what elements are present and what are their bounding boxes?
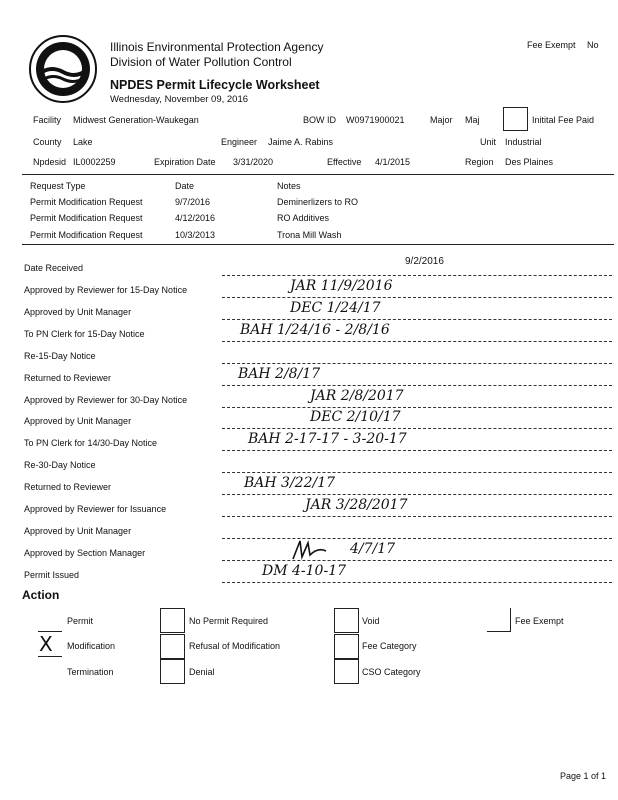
npdesid-label: Npdesid [33, 157, 67, 167]
expiration-value: 3/31/2020 [233, 157, 274, 167]
step-entry: DEC 2/10/17 [310, 409, 401, 425]
signature-scribble-icon [290, 537, 330, 565]
step-label: To PN Clerk for 14/30-Day Notice [24, 438, 158, 448]
request-type-cell: Permit Modification Request [30, 197, 143, 207]
signature-line [222, 363, 612, 364]
page-number: Page 1 of 1 [560, 771, 607, 781]
request-date-cell: 9/7/2016 [175, 197, 211, 207]
signature-line [222, 297, 612, 298]
county-label: County [33, 137, 62, 147]
request-type-cell: Permit Modification Request [30, 213, 143, 223]
signature-line [222, 472, 612, 473]
permit-option-label: Permit [67, 616, 94, 626]
step-label: Re-30-Day Notice [24, 460, 96, 470]
step-entry: BAH 2-17-17 - 3-20-17 [248, 431, 407, 447]
signature-line [222, 450, 612, 451]
request-type-cell: Permit Modification Request [30, 230, 143, 240]
step-entry: JAR 2/8/2017 [310, 388, 404, 404]
denial-label: Denial [189, 667, 215, 677]
region-value: Des Plaines [505, 157, 554, 167]
step-entry: 9/2/2016 [405, 256, 444, 267]
signature-line [222, 275, 612, 276]
step-label: Approved by Unit Manager [24, 526, 132, 536]
header-divider [22, 174, 614, 175]
no-permit-required-checkbox[interactable] [160, 608, 185, 633]
request-notes-cell: Trona Mill Wash [277, 230, 342, 240]
division-name: Division of Water Pollution Control [110, 55, 292, 69]
step-label: Approved by Reviewer for 15-Day Notice [24, 285, 188, 295]
step-entry: 4/7/17 [350, 541, 396, 557]
facility-value: Midwest Generation-Waukegan [73, 115, 199, 125]
void-checkbox[interactable] [334, 608, 359, 633]
engineer-value: Jaime A. Rabins [268, 137, 334, 147]
step-label: Approved by Reviewer for Issuance [24, 504, 167, 514]
request-date-header: Date [175, 181, 195, 191]
modification-option-label: Modification [67, 641, 116, 651]
signature-line [222, 494, 612, 495]
request-notes-cell: Deminerlizers to RO [277, 197, 359, 207]
step-label: Approved by Unit Manager [24, 307, 132, 317]
step-label: Approved by Unit Manager [24, 416, 132, 426]
fee-exempt-value: No [587, 40, 599, 50]
step-entry: DEC 1/24/17 [290, 300, 381, 316]
request-type-header: Request Type [30, 181, 86, 191]
fee-exempt-label: Fee Exempt [527, 40, 576, 50]
fee-category-label: Fee Category [362, 641, 417, 651]
termination-option-label: Termination [67, 667, 114, 677]
request-date-cell: 4/12/2016 [175, 213, 216, 223]
signature-line [222, 560, 612, 561]
step-label: Re-15-Day Notice [24, 351, 96, 361]
facility-label: Facility [33, 115, 62, 125]
npdesid-value: IL0002259 [73, 157, 116, 167]
signature-line [222, 341, 612, 342]
agency-name: Illinois Environmental Protection Agency [110, 40, 324, 54]
refusal-of-modification-label: Refusal of Modification [189, 641, 281, 651]
effective-value: 4/1/2015 [375, 157, 411, 167]
initial-fee-label: Initital Fee Paid [532, 115, 595, 125]
request-date-cell: 10/3/2013 [175, 230, 216, 240]
signature-line [222, 516, 612, 517]
county-value: Lake [73, 137, 93, 147]
step-entry: BAH 2/8/17 [238, 366, 321, 382]
major-label: Major [430, 115, 453, 125]
void-label: Void [362, 616, 380, 626]
fee-exempt-checkbox[interactable] [487, 608, 511, 632]
major-value: Maj [465, 115, 480, 125]
unit-value: Industrial [505, 137, 542, 147]
signature-line [222, 385, 612, 386]
region-label: Region [465, 157, 494, 167]
modification-checkbox[interactable] [38, 656, 62, 657]
worksheet-date: Wednesday, November 09, 2016 [110, 94, 249, 105]
step-entry: JAR 11/9/2016 [290, 278, 393, 294]
step-label: Date Received [24, 263, 84, 273]
step-label: Returned to Reviewer [24, 482, 112, 492]
cso-category-checkbox[interactable] [334, 659, 359, 684]
request-notes-cell: RO Additives [277, 213, 330, 223]
effective-label: Effective [327, 157, 362, 167]
cso-category-label: CSO Category [362, 667, 421, 677]
signature-line [222, 538, 612, 539]
no-permit-required-label: No Permit Required [189, 616, 269, 626]
table-divider [22, 244, 614, 245]
step-label: Approved by Reviewer for 30-Day Notice [24, 395, 188, 405]
unit-label: Unit [480, 137, 497, 147]
step-entry: DM 4-10-17 [262, 563, 347, 579]
fee-exempt-option-label: Fee Exempt [515, 616, 564, 626]
refusal-of-modification-checkbox[interactable] [160, 634, 185, 659]
fee-category-checkbox[interactable] [334, 634, 359, 659]
step-label: Permit Issued [24, 570, 80, 580]
page-title: NPDES Permit Lifecycle Worksheet [110, 78, 320, 92]
request-notes-header: Notes [277, 181, 301, 191]
bowid-value: W0971900021 [346, 115, 405, 125]
step-entry: BAH 3/22/17 [244, 475, 336, 491]
signature-line [222, 319, 612, 320]
step-label: Returned to Reviewer [24, 373, 112, 383]
signature-line [222, 407, 612, 408]
action-heading: Action [22, 588, 60, 602]
step-label: Approved by Section Manager [24, 548, 146, 558]
step-entry: JAR 3/28/2017 [305, 497, 408, 513]
checked-x-mark: X [39, 632, 53, 656]
denial-checkbox[interactable] [160, 659, 185, 684]
step-entry: BAH 1/24/16 - 2/8/16 [240, 322, 390, 338]
expiration-label: Expiration Date [154, 157, 216, 167]
signature-line [222, 428, 612, 429]
step-label: To PN Clerk for 15-Day Notice [24, 329, 145, 339]
bowid-label: BOW ID [303, 115, 336, 125]
engineer-label: Engineer [221, 137, 258, 147]
initial-fee-checkbox[interactable] [503, 107, 528, 131]
illinois-epa-seal-icon [28, 34, 98, 104]
signature-line [222, 582, 612, 583]
